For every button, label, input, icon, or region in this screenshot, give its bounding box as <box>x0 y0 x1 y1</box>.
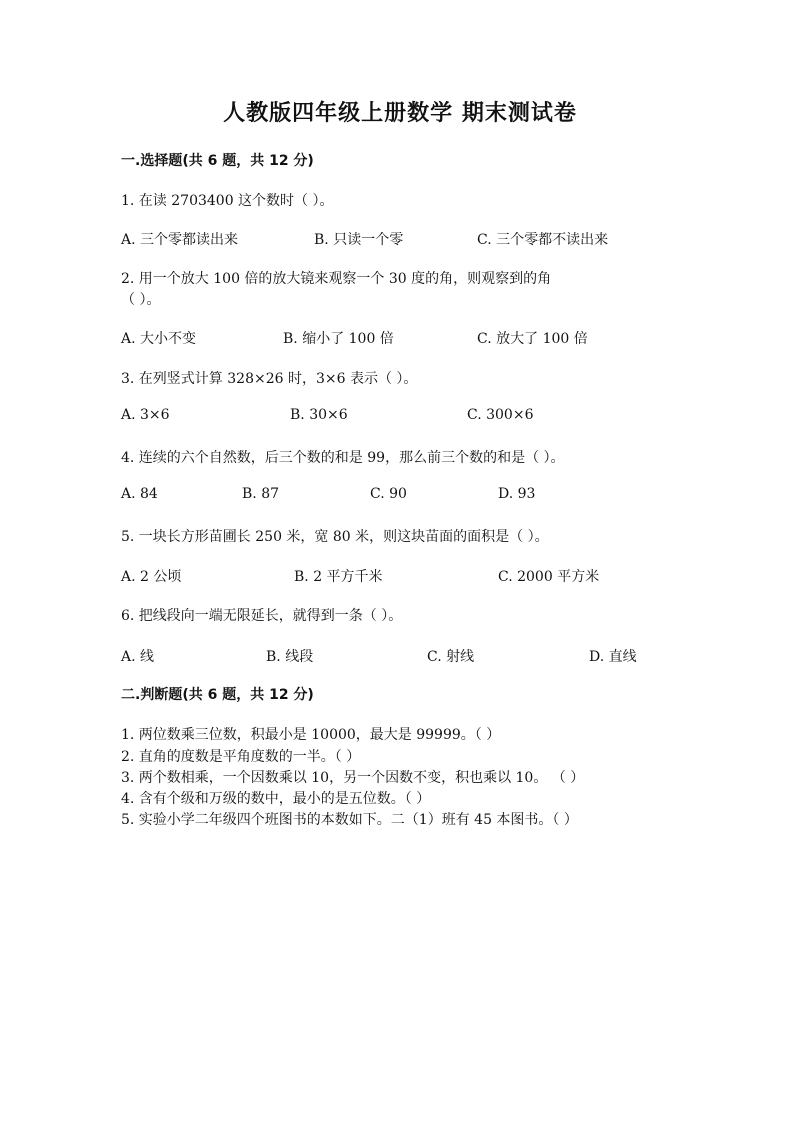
option-b: B. 87 <box>242 486 280 502</box>
option-a: A. 线 <box>121 649 155 665</box>
question-stem-continued: （ ）。 <box>121 292 161 308</box>
question-stem: 1. 在读 2703400 这个数时（ ）。 <box>121 193 334 209</box>
judgment-item: 1. 两位数乘三位数，积最小是 10000，最大是 99999。（ ） <box>121 727 501 743</box>
judgment-item: 5. 实验小学二年级四个班图书的本数如下。二（1）班有 45 本图书。（ ） <box>121 812 578 828</box>
section-heading-judgment: 二.判断题(共 6 题，共 12 分) <box>121 687 314 703</box>
option-c: C. 300×6 <box>467 407 534 423</box>
option-b: B. 2 平方千米 <box>294 569 383 585</box>
option-b: B. 线段 <box>266 649 314 665</box>
option-d: D. 直线 <box>589 649 637 665</box>
option-d: D. 93 <box>498 486 536 502</box>
option-a: A. 3×6 <box>121 407 170 423</box>
question-stem: 4. 连续的六个自然数，后三个数的和是 99，那么前三个数的和是（ ）。 <box>121 450 565 466</box>
option-a: A. 三个零都读出来 <box>121 232 239 248</box>
option-c: C. 2000 平方米 <box>498 569 600 585</box>
option-b: B. 缩小了 100 倍 <box>283 331 394 347</box>
option-a: A. 84 <box>121 486 158 502</box>
option-b: B. 只读一个零 <box>314 232 404 248</box>
option-a: A. 大小不变 <box>121 331 197 347</box>
option-c: C. 三个零都不读出来 <box>477 232 609 248</box>
judgment-item: 2. 直角的度数是平角度数的一半。（ ） <box>121 749 361 765</box>
option-a: A. 2 公顷 <box>121 569 182 585</box>
option-c: C. 90 <box>370 486 407 502</box>
page-title: 人教版四年级上册数学 期末测试卷 <box>223 101 577 126</box>
option-c: C. 射线 <box>427 649 475 665</box>
question-stem: 6. 把线段向一端无限延长，就得到一条（ ）。 <box>121 608 403 624</box>
question-stem: 2. 用一个放大 100 倍的放大镜来观察一个 30 度的角，则观察到的角 <box>121 271 552 287</box>
question-stem: 5. 一块长方形苗圃长 250 米，宽 80 米，则这块苗面的面积是（ ）。 <box>121 529 549 545</box>
option-c: C. 放大了 100 倍 <box>477 331 588 347</box>
option-b: B. 30×6 <box>290 407 348 423</box>
judgment-item: 4. 含有个级和万级的数中，最小的是五位数。（ ） <box>121 791 431 807</box>
question-stem: 3. 在列竖式计算 328×26 时，3×6 表示（ ）。 <box>121 371 418 387</box>
section-heading-choice: 一.选择题(共 6 题，共 12 分) <box>121 153 314 169</box>
judgment-item: 3. 两个数相乘，一个因数乘以 10，另一个因数不变，积也乘以 10。 （ ） <box>121 770 585 786</box>
